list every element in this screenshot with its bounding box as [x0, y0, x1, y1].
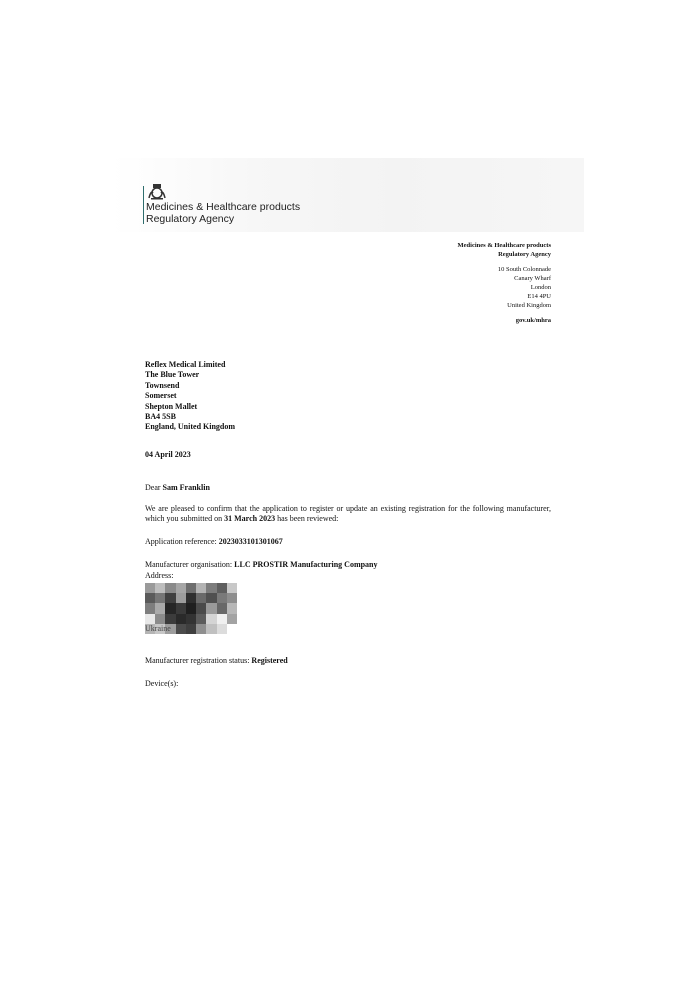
registration-status — [145, 656, 288, 666]
recipient-line: Reflex Medical Limited — [145, 360, 226, 369]
sender-address-line: London — [530, 284, 551, 291]
recipient-line: England, United Kingdom — [145, 422, 236, 432]
logo-line-2: Regulatory Agency — [146, 213, 235, 225]
manufacturer-value: LLC PROSTIR Manufacturing Company — [234, 560, 378, 569]
greeting — [145, 483, 210, 493]
devices-heading: Device(s): — [145, 679, 179, 688]
sender-address-line: 10 South Colonnade — [497, 266, 551, 273]
mhra-logo — [146, 201, 300, 225]
application-reference — [145, 537, 283, 547]
manufacturer-organisation — [145, 560, 378, 570]
manufacturer-label: Manufacturer organisation: — [145, 560, 233, 569]
intro-text-1: We are pleased to confirm that the application to register or update an existing registration for the following manufacturer, which you submitted on — [145, 504, 551, 523]
sender-address-line: Canary Wharf — [514, 275, 551, 282]
recipient-line: BA4 5SB — [145, 412, 176, 422]
sender-address-line: E14 4PU — [527, 293, 551, 300]
letter-date: 04 April 2023 — [145, 450, 191, 459]
submission-date: 31 March 2023 — [224, 514, 276, 523]
intro-paragraph — [145, 504, 551, 524]
status-value: Registered — [251, 656, 288, 665]
intro-text-2: has been reviewed: — [277, 514, 339, 523]
logo-line-1: Medicines & Healthcare products — [146, 201, 301, 213]
address-label: Address: — [145, 571, 174, 580]
app-ref-value: 2023033101301067 — [218, 537, 283, 546]
recipient-line: Somerset — [145, 391, 177, 401]
recipient-line: Townsend — [145, 380, 180, 390]
sender-address-line: United Kingdom — [507, 302, 551, 309]
greeting-prefix: Dear — [145, 483, 161, 492]
address-country: Ukraine — [145, 624, 171, 633]
royal-crest-icon — [147, 184, 167, 200]
status-label: Manufacturer registration status: — [145, 656, 250, 665]
addressee-name: Sam Franklin — [162, 483, 210, 492]
sender-block — [458, 241, 551, 325]
sender-name-2: Regulatory Agency — [498, 251, 551, 258]
recipient-line: The Blue Tower — [145, 370, 200, 380]
recipient-line: Shepton Mallet — [145, 401, 198, 411]
recipient-address — [145, 360, 235, 433]
sender-web: gov.uk/mhra — [515, 317, 551, 324]
logo-divider — [143, 186, 144, 224]
sender-name-1: Medicines & Healthcare products — [457, 242, 551, 249]
app-ref-label: Application reference: — [145, 537, 217, 546]
